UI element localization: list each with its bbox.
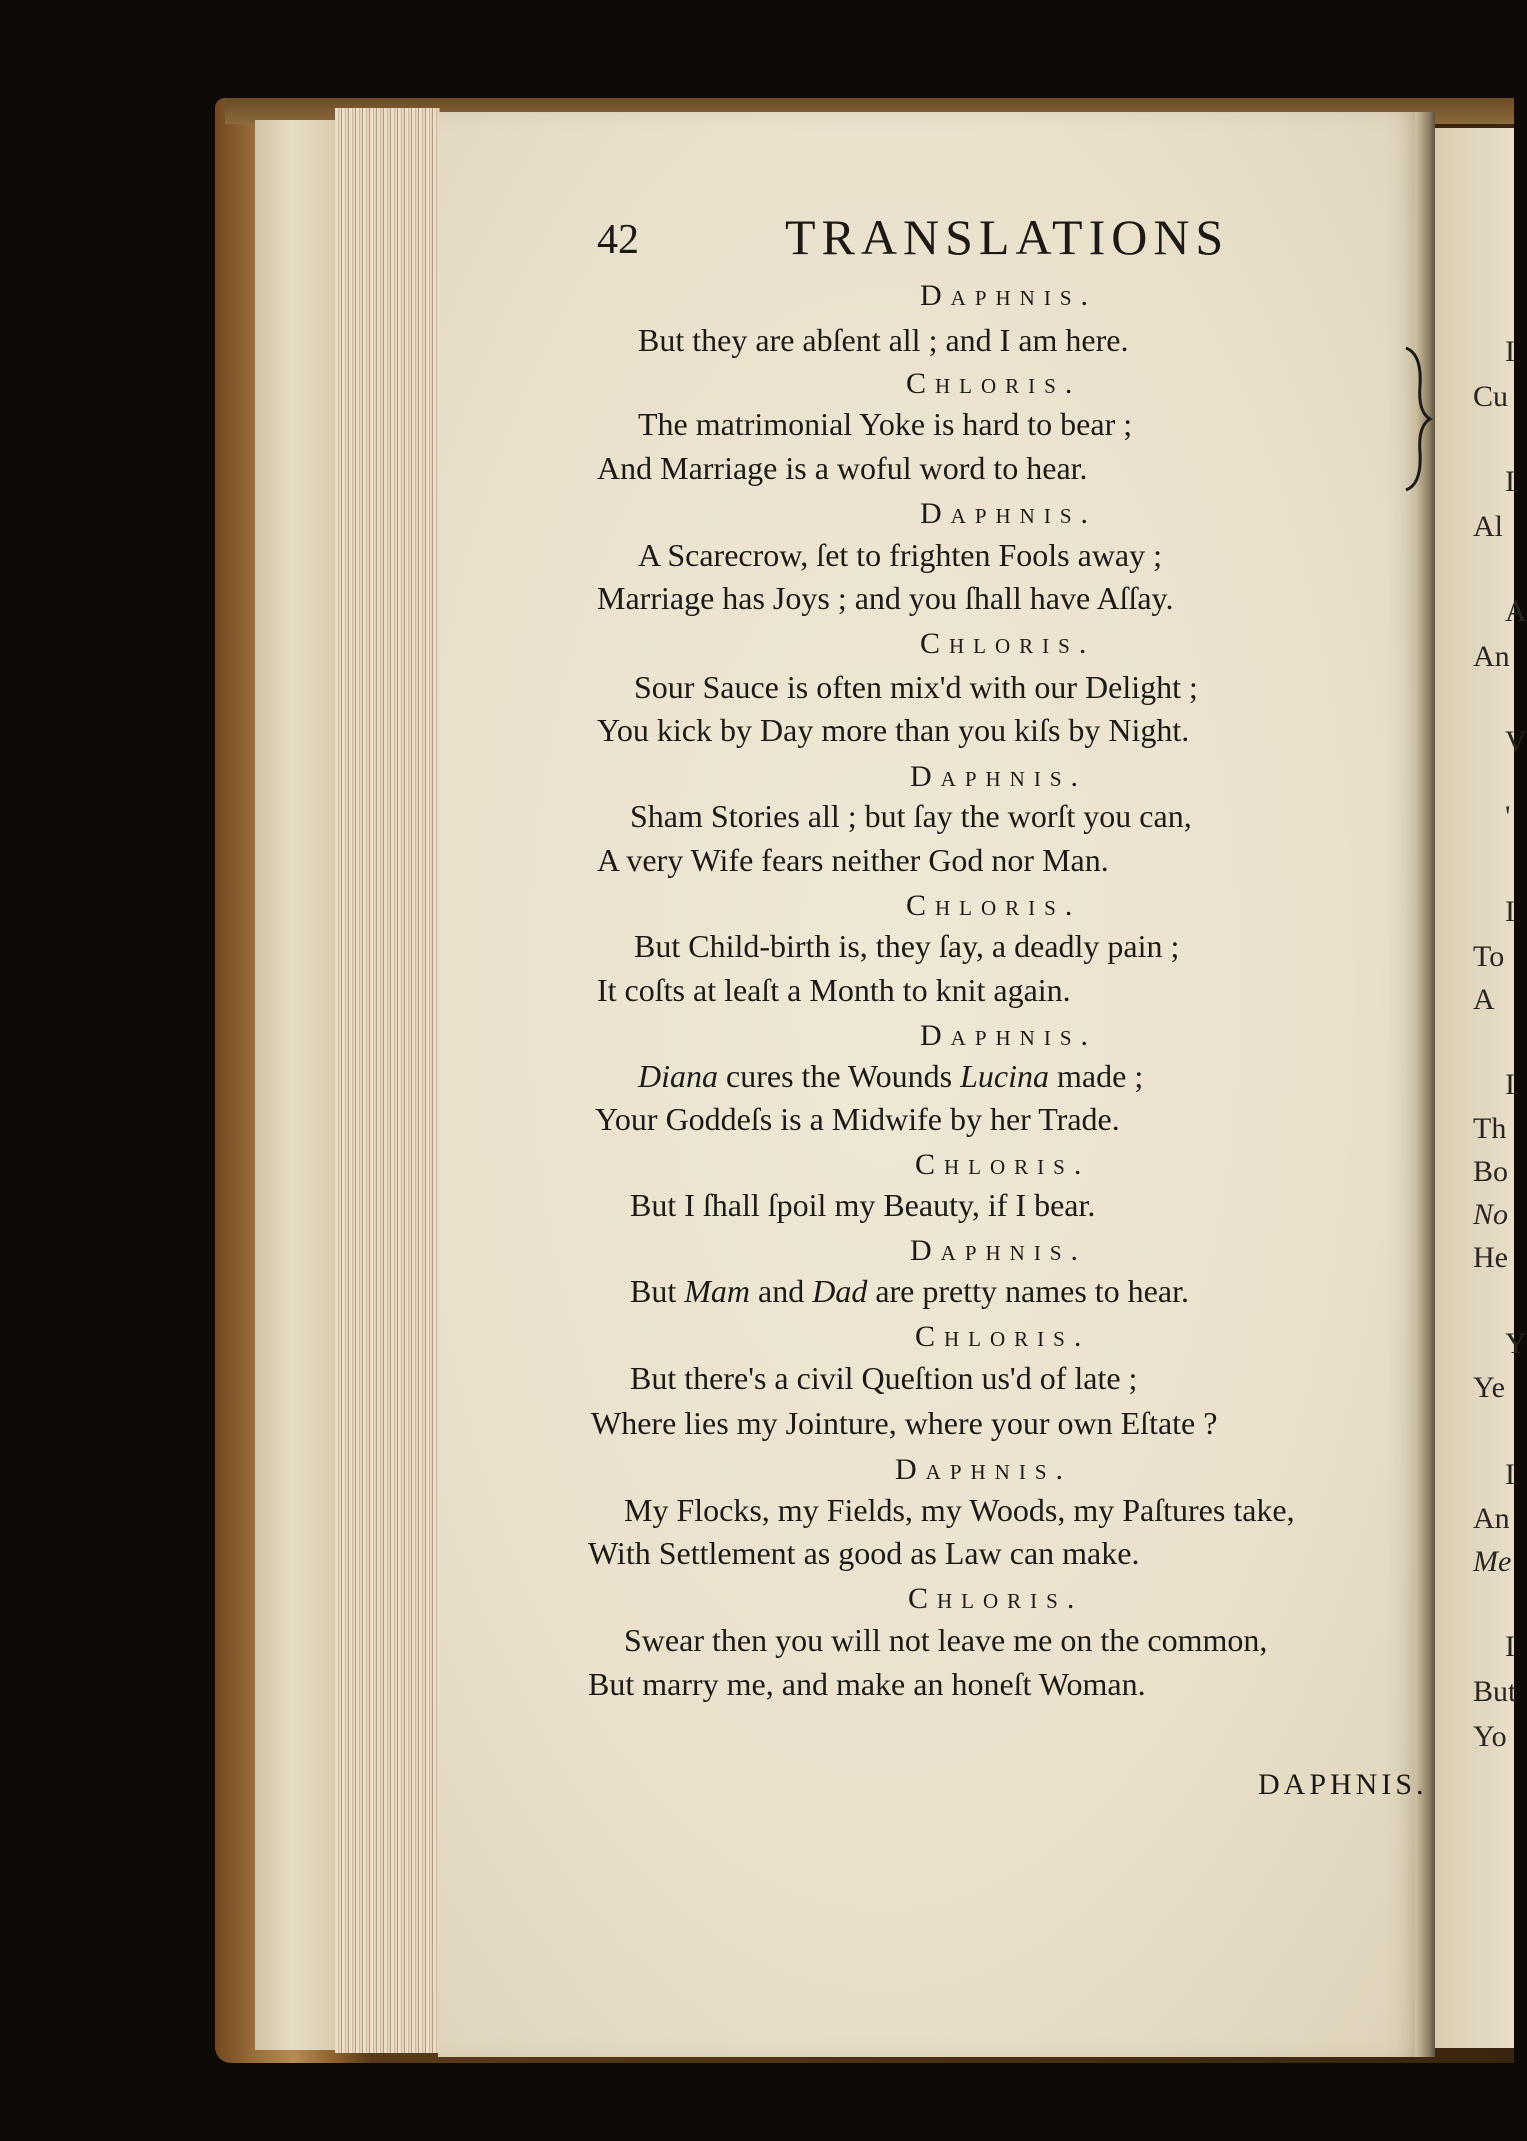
verse-line: A Scarecrow, ſet to frighten Fools away ; <box>638 537 1163 573</box>
speaker-label: Chloris. <box>906 889 1082 922</box>
right-page-fragment: I <box>1505 1630 1515 1663</box>
right-page-fragment: Cu <box>1473 380 1509 413</box>
speaker-label: Chloris. <box>915 1148 1091 1181</box>
right-page-fragment: I <box>1505 1458 1515 1491</box>
verse-line: But Child-birth is, they ſay, a deadly pain ; <box>634 928 1180 964</box>
speaker-label: Daphnis. <box>920 1019 1098 1052</box>
right-page-fragment: I <box>1505 1068 1515 1101</box>
right-page-fragment: I <box>1505 465 1515 498</box>
verse-line: But there's a civil Queſtion us'd of late ; <box>630 1360 1138 1396</box>
verse-line: Your Goddeſs is a Midwife by her Trade. <box>595 1101 1120 1137</box>
right-page-fragment: ' <box>1505 800 1511 833</box>
right-page-fragment: Ye <box>1473 1371 1505 1404</box>
verse-line: But marry me, and make an honeſt Woman. <box>588 1666 1146 1702</box>
verse-line: Marriage has Joys ; and you ſhall have Aſſay. <box>597 580 1174 616</box>
verse-line: Sour Sauce is often mix'd with our Delight ; <box>634 669 1198 705</box>
page-block-edges <box>335 108 440 2053</box>
speaker-label: Daphnis. <box>895 1453 1073 1486</box>
right-page-fragment: Al <box>1473 510 1503 543</box>
right-page-fragment: An <box>1473 1502 1510 1535</box>
right-page-fragment: Me <box>1473 1545 1512 1578</box>
right-page-fragment: Yo <box>1473 1720 1507 1753</box>
verse-line: With Settlement as good as Law can make. <box>588 1535 1140 1571</box>
right-page-fragment: To <box>1473 940 1505 973</box>
right-page-fragment: A <box>1473 983 1495 1016</box>
endpaper <box>255 120 345 2050</box>
right-page-fragment: A <box>1505 595 1527 628</box>
speaker-label: Chloris. <box>906 367 1082 400</box>
speaker-label: Chloris. <box>908 1582 1084 1615</box>
right-page-fragment: An <box>1473 640 1510 673</box>
verse-line: And Marriage is a woful word to hear. <box>597 450 1088 486</box>
verse-line: It coſts at leaſt a Month to knit again. <box>597 972 1071 1008</box>
verse-line: You kick by Day more than you kiſs by Night. <box>597 712 1190 748</box>
right-page-fragment: Bo <box>1473 1155 1509 1188</box>
brace-mark <box>1402 346 1432 492</box>
right-page-fragment: But <box>1473 1675 1517 1708</box>
right-page-fragment: He <box>1473 1241 1508 1274</box>
verse-line: Sham Stories all ; but ſay the worſt you can, <box>630 798 1192 834</box>
verse-line: But I ſhall ſpoil my Beauty, if I bear. <box>630 1187 1096 1223</box>
speaker-label: Chloris. <box>915 1320 1091 1353</box>
right-page-fragment: I <box>1505 335 1515 368</box>
right-page-fragment: Y <box>1505 1327 1527 1360</box>
verse-line: My Flocks, my Fields, my Woods, my Paſtures take, <box>624 1492 1295 1528</box>
catchword: DAPHNIS. <box>1258 1768 1428 1801</box>
speaker-label: Daphnis. <box>910 760 1088 793</box>
verse-line: A very Wife fears neither God nor Man. <box>597 842 1109 878</box>
verse-line: The matrimonial Yoke is hard to bear ; <box>638 406 1133 442</box>
speaker-label: Daphnis. <box>920 497 1098 530</box>
right-page-fragment: No <box>1473 1198 1509 1231</box>
verse-line: But Mam and Dad are pretty names to hear. <box>630 1273 1189 1309</box>
verse-line: Diana cures the Wounds Lucina made ; <box>638 1058 1144 1094</box>
running-head: TRANSLATIONS <box>785 209 1230 265</box>
verse-line: But they are abſent all ; and I am here. <box>638 322 1129 358</box>
right-page-fragment: V <box>1505 725 1527 758</box>
speaker-label: Chloris. <box>920 627 1096 660</box>
verse-line: Where lies my Jointure, where your own Eſtate ? <box>591 1405 1218 1441</box>
right-page <box>1435 128 1517 2048</box>
speaker-label: Daphnis. <box>910 1234 1088 1267</box>
speaker-label: Daphnis. <box>920 279 1098 312</box>
right-page-fragment: I <box>1505 895 1515 928</box>
page-number: 42 <box>597 217 639 263</box>
right-page-fragment: Th <box>1473 1112 1507 1145</box>
verse-line: Swear then you will not leave me on the common, <box>624 1622 1268 1658</box>
